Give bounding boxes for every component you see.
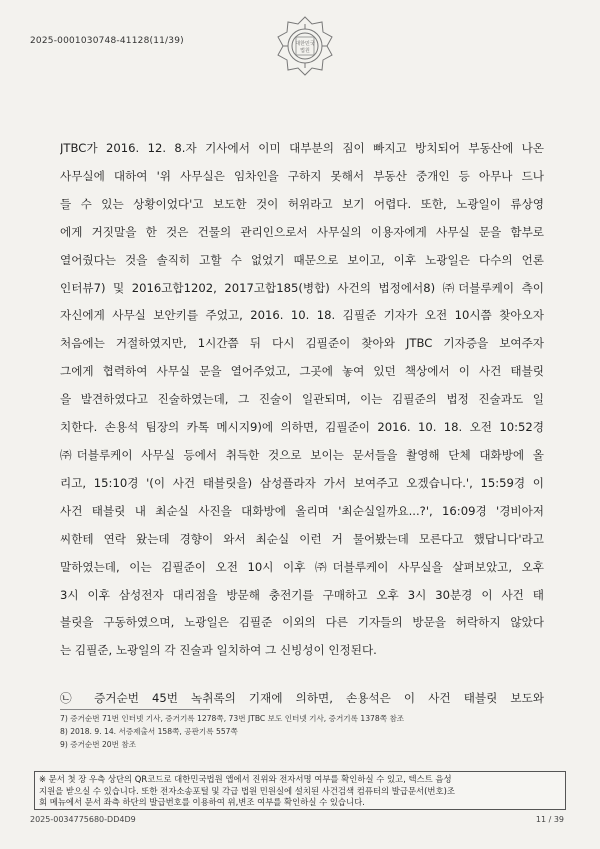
body-line: 을 발견하였다고 진술하였는데, 그 진술이 일관되며, 이는 김필준의 법정 진술과도 일 [60, 392, 544, 407]
body-line: 처음에는 거절하였지만, 1시간쯤 뒤 다시 김필준이 찾아와 JTBC 기자증을 보여주자 [60, 336, 544, 351]
document-id: 2025-0001030748-41128(11/39) [30, 36, 184, 46]
body-line: 에게 거짓말을 한 것은 건물의 관리인으로서 사무실의 이용자에게 사무실 문을 함부로 [60, 224, 544, 239]
body-line: 인터뷰7) 및 2016고합1202, 2017고합185(병합) 사건의 법정에서8) ㈜더블루케이 측이 [60, 280, 544, 295]
body-line: 열어줬다는 것을 솔직히 고할 수 없었기 때문으로 보이고, 이후 노광일은 다수의 언론 [60, 252, 544, 267]
page-number: 11 / 39 [535, 815, 564, 824]
body-line: ㈜더블루케이 사무실 등에서 취득한 것으로 보이는 문서들을 촬영해 단체 대화방에 올 [60, 447, 544, 462]
body-line: 치한다. 손용석 팀장의 카톡 메시지9)에 의하면, 김필준이 2016. 10. 18. 오전 10:52경 [60, 420, 544, 435]
body-line: 3시 이후 삼성전자 대리점을 방문해 충전기를 구매하고 오후 3시 30분경 이 사건 태 [60, 587, 544, 602]
court-seal-icon [272, 14, 338, 80]
footnotes [60, 712, 404, 751]
body-line: 블릿을 구동하였으며, 노광일은 김필준 이외의 다른 기자들의 방문을 허락하지 않았다 [60, 615, 544, 630]
list-item-2: ㉡ 증거순번 45번 녹취록의 기재에 의하면, 손용석은 이 사건 태블릿 보도와 [60, 691, 544, 705]
verification-notice-box [34, 771, 566, 810]
body-line: 씨한테 연락 왔는데 경향이 와서 최순실 이런 거 물어봤는데 모른다고 했답니다'라고 [60, 531, 544, 546]
body-line: JTBC가 2016. 12. 8.자 기사에서 이미 대부분의 짐이 빠지고 방치되어 부동산에 나온 [60, 141, 544, 155]
notice-line: 회 메뉴에서 문서 좌측 하단의 발급번호를 이용하여 위,변조 여부를 확인하실 수 있습니다. [39, 797, 365, 807]
footnote-9: 9) 증거순번 20번 참조 [60, 740, 137, 749]
body-paragraph [60, 135, 544, 665]
issue-number: 2025-0034775680-DD4D9 [30, 815, 136, 824]
body-line: 말하였는데, 이는 김필준이 오전 10시 이후 ㈜더블루케이 사무실을 살펴보았고, 오후 [60, 559, 544, 574]
seal-text-top: 대한민국 [295, 41, 315, 47]
body-line: 자신에게 사무실 보안키를 주었고, 2016. 10. 18. 김필준 기자가 오전 10시쯤 찾아오자 [60, 308, 544, 323]
footnote-7: 7) 증거순번 71번 인터넷 기사, 증거기록 1278쪽, 73번 JTBC 보도 인터넷 기사, 증거기록 1378쪽 참조 [60, 714, 405, 723]
seal-text-mid: 법원 [300, 48, 310, 54]
body-line: 들 수 있는 상황이었다'고 보도한 것이 허위라고 보기 어렵다. 또한, 노광일이 류상영 [60, 196, 544, 211]
notice-line: 지원을 받으실 수 있습니다. 또한 전자소송포털 및 각급 법원 민원실에 설치된 사건검색 컴퓨터의 발급문서(번호)조 [39, 785, 455, 796]
body-line: 리고, 15:10경 '(이 사건 태블릿을) 삼성플라자 가서 보여주고 오겠습니다.', 15:59경 이 [60, 475, 544, 490]
footnote-divider [60, 709, 210, 710]
body-line: 사건 태블릿 내 최순실 사진을 대화방에 올리며 '최순실일까요...?', 16:09경 '경비아저 [60, 503, 544, 518]
notice-line: ※ 문서 첫 장 우측 상단의 QR코드로 대한민국법원 앱에서 진위와 전자서명 여부를 확인하실 수 있고, 텍스트 음성 [39, 774, 452, 784]
body-line: 사무실에 대하여 '위 사무실은 임차인을 구하지 못해서 부동산 중개인 등 아무나 드나 [60, 168, 544, 183]
body-line: 는 김필준, 노광일의 각 진술과 일치하여 그 신빙성이 인정된다. [60, 643, 377, 658]
footnote-8: 8) 2018. 9. 14. 서증제출서 158쪽, 공판기록 557쪽 [60, 727, 238, 736]
body-line: 그에게 협력하여 사무실 문을 열어주었고, 그곳에 놓여 있던 책상에서 이 사건 태블릿 [60, 364, 544, 379]
